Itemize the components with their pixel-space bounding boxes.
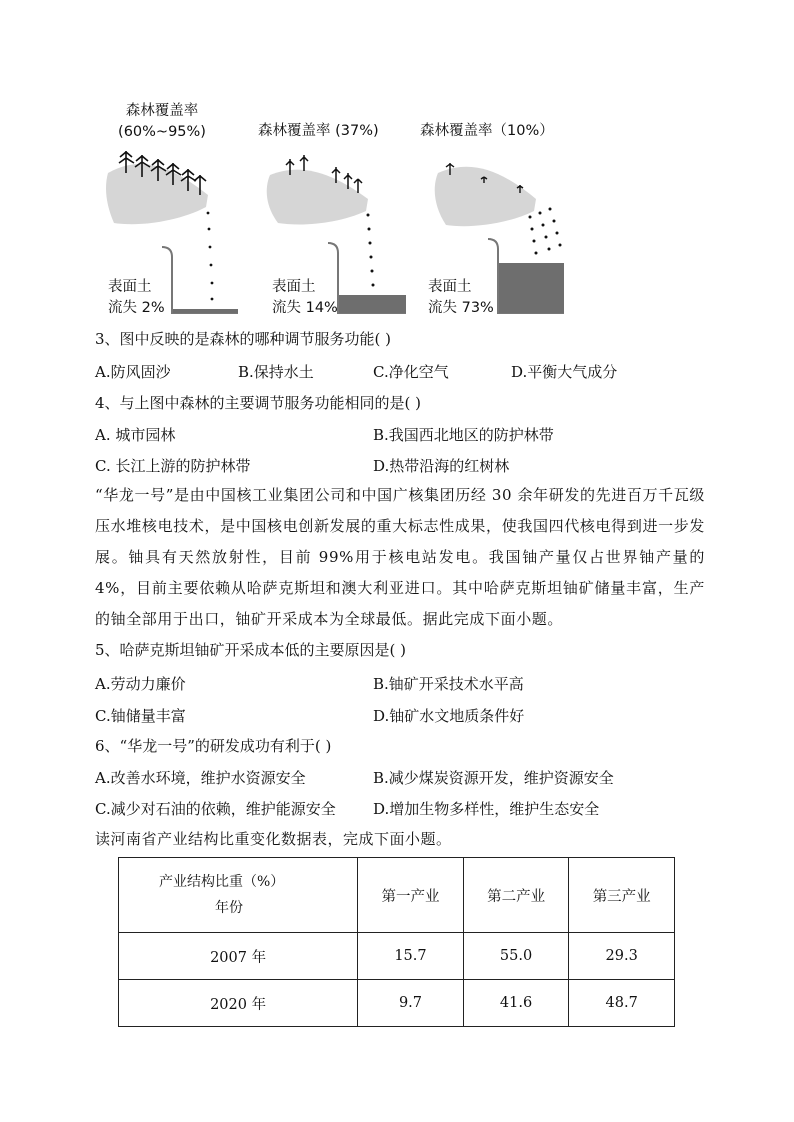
- industry-structure-table: [118, 857, 675, 1027]
- q3-option-d[interactable]: D.平衡大气成分: [511, 363, 618, 381]
- cell-value: 41.6: [463, 980, 569, 1027]
- reading-passage: “华龙一号”是由中国核工业集团公司和中国广核集团历经 30 余年研发的先进百万千瓦级压水堆核电技术，是中国核电创新发展的重大标志性成果，使我国四代核电得到进一步发展。铀具有天然放射性，目前 99%用于核电站发电。我国铀产量仅占世界铀产量的 4%，目前主要依赖从哈萨克斯坦和澳大利亚进口。其中哈萨克斯坦铀矿储量丰富，生产的铀全部用于出口，铀矿开采成本为全球最低。据此完成下面小题。: [95, 486, 705, 628]
- table-corner-header: [119, 858, 358, 933]
- panel-3-loss: [428, 277, 494, 319]
- question-6-stem: 6、“华龙一号”的研发成功有利于( ): [95, 737, 332, 755]
- q6-option-c[interactable]: C.减少对石油的依赖，维护能源安全: [95, 800, 336, 818]
- corner-header-bottom: 年份: [215, 900, 243, 916]
- q3-option-c[interactable]: C.净化空气: [373, 363, 449, 381]
- panel-2-loss-line2: 流失 14%: [272, 300, 338, 316]
- q4-option-a[interactable]: A. 城市园林: [95, 426, 176, 444]
- table-row: [119, 980, 675, 1027]
- soil-level-3: [499, 263, 564, 313]
- table-intro: 读河南省产业结构比重变化数据表，完成下面小题。: [95, 830, 452, 848]
- question-4-stem: 4、与上图中森林的主要调节服务功能相同的是( ): [95, 394, 422, 412]
- q6-option-b[interactable]: B.减少煤炭资源开发，维护资源安全: [373, 769, 614, 787]
- forest-soil-loss-figure: [100, 95, 590, 327]
- cell-value: 9.7: [358, 980, 464, 1027]
- drops-1: [207, 212, 214, 301]
- q3-option-a[interactable]: A.防风固沙: [95, 363, 171, 381]
- panel-3-loss-line1: 表面土: [428, 279, 472, 295]
- panel-3-loss-line2: 流失 73%: [428, 300, 494, 316]
- column-header-primary: 第一产业: [358, 858, 464, 933]
- panel-2-loss: [272, 277, 338, 319]
- q5-option-d[interactable]: D.铀矿水文地质条件好: [373, 707, 525, 725]
- panel-2-loss-line1: 表面土: [272, 279, 316, 295]
- soil-level-1: [173, 309, 238, 313]
- question-5-stem: 5、哈萨克斯坦铀矿开采成本低的主要原因是( ): [95, 641, 407, 659]
- panel-1-title-line1: 森林覆盖率: [125, 103, 199, 119]
- drops-3: [529, 208, 562, 255]
- container-1: [162, 247, 238, 313]
- slope-2: [267, 170, 368, 225]
- row-year: 2007 年: [119, 933, 358, 980]
- question-3-stem: 3、图中反映的是森林的哪种调节服务功能( ): [95, 330, 392, 348]
- cell-value: 55.0: [463, 933, 569, 980]
- table-row: [119, 933, 675, 980]
- q5-option-c[interactable]: C.铀储量丰富: [95, 707, 186, 725]
- q4-option-b[interactable]: B.我国西北地区的防护林带: [373, 426, 554, 444]
- panel-1-title: [112, 99, 212, 140]
- row-year: 2020 年: [119, 980, 358, 1027]
- panel-1-loss-line1: 表面土: [108, 279, 152, 295]
- q4-option-c[interactable]: C. 长江上游的防护林带: [95, 457, 251, 475]
- column-header-secondary: 第二产业: [463, 858, 569, 933]
- cell-value: 15.7: [358, 933, 464, 980]
- panel-1-loss: [108, 277, 165, 319]
- q4-option-d[interactable]: D.热带沿海的红树林: [373, 457, 510, 475]
- drops-2: [367, 214, 375, 287]
- panel-3-title: 森林覆盖率（10%）: [420, 123, 554, 139]
- panel-2-title: 森林覆盖率 (37%): [258, 123, 379, 139]
- panel-1-loss-line2: 流失 2%: [108, 300, 165, 316]
- corner-header-top: 产业结构比重（%）: [159, 874, 285, 890]
- cell-value: 48.7: [569, 980, 675, 1027]
- cell-value: 29.3: [569, 933, 675, 980]
- soil-level-2: [339, 295, 406, 313]
- q6-option-d[interactable]: D.增加生物多样性，维护生态安全: [373, 800, 600, 818]
- q6-option-a[interactable]: A.改善水环境，维护水资源安全: [95, 769, 306, 787]
- slope-3: [435, 167, 536, 226]
- panel-1-title-line2: (60%~95%): [118, 124, 206, 140]
- q5-option-b[interactable]: B.铀矿开采技术水平高: [373, 675, 524, 693]
- table-header-row: [119, 858, 675, 933]
- q5-option-a[interactable]: A.劳动力廉价: [95, 675, 186, 693]
- column-header-tertiary: 第三产业: [569, 858, 675, 933]
- q3-option-b[interactable]: B.保持水土: [238, 363, 314, 381]
